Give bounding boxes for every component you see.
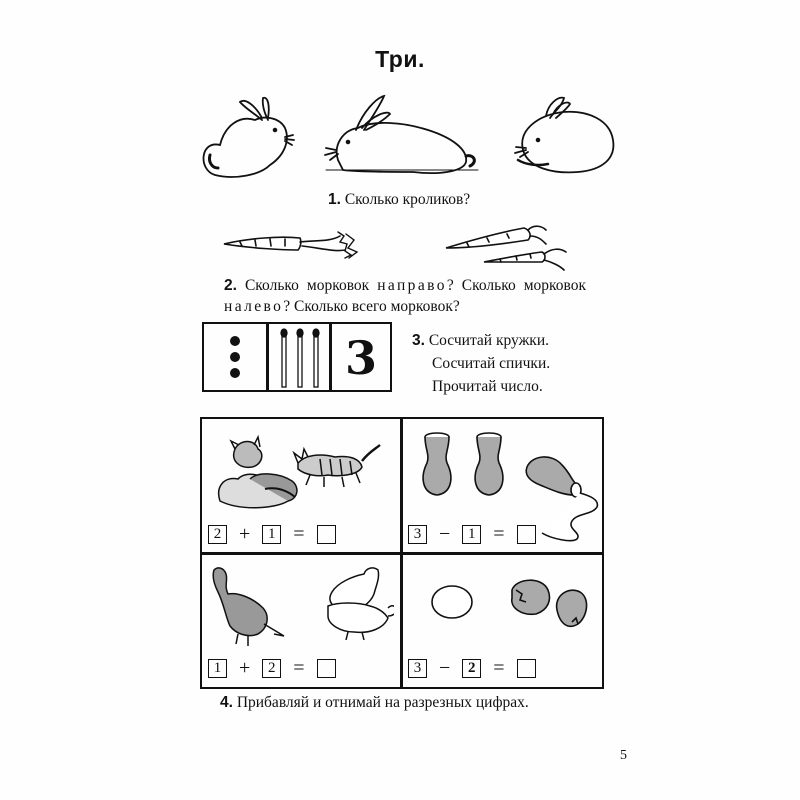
question-1-text: Сколько кроликов? bbox=[344, 191, 471, 208]
card-divider-1 bbox=[266, 324, 269, 390]
equation-3-operator: + bbox=[239, 657, 251, 679]
grid-divider-horizontal bbox=[202, 552, 602, 555]
jug-upright bbox=[423, 433, 451, 495]
question-2-text-a: Сколько морковок bbox=[244, 277, 370, 294]
carrot-left-1 bbox=[446, 226, 546, 248]
egg-cracked bbox=[557, 590, 587, 626]
equation-4-operand-a: 3 bbox=[408, 659, 427, 678]
match-stick bbox=[281, 329, 287, 387]
equation-1-operand-b: 1 bbox=[262, 525, 281, 544]
equation-4-equals: = bbox=[493, 657, 505, 679]
question-2 bbox=[224, 275, 586, 317]
carrot-left-2 bbox=[484, 249, 566, 270]
question-2-text-b: ? Сколько морковок bbox=[446, 277, 586, 294]
carrot-right-pointing bbox=[224, 232, 357, 258]
hen-3 bbox=[328, 603, 394, 640]
rabbits-illustration bbox=[190, 90, 630, 185]
equation-4-operand-b: 2 bbox=[462, 659, 481, 678]
equation-1-equals: = bbox=[293, 523, 305, 545]
question-3-number: 3. bbox=[412, 332, 425, 349]
question-1-number: 1. bbox=[328, 191, 341, 208]
rabbit-2 bbox=[325, 96, 478, 173]
jug-upright bbox=[475, 433, 503, 495]
equation-2-equals: = bbox=[493, 523, 505, 545]
question-3-line-3: Прочитай число. bbox=[432, 378, 543, 395]
equation-3-answer-box bbox=[317, 659, 336, 678]
question-2-word-left: налево bbox=[224, 298, 284, 315]
match-stick bbox=[297, 329, 303, 387]
equation-2-operand-b: 1 bbox=[462, 525, 481, 544]
equation-3-equals: = bbox=[293, 657, 305, 679]
equation-3-operand-b: 2 bbox=[262, 659, 281, 678]
equation-4-answer-box bbox=[517, 659, 536, 678]
equation-4-operator: − bbox=[439, 657, 451, 679]
cats-illustration bbox=[210, 431, 390, 516]
rabbit-3 bbox=[515, 98, 613, 173]
equation-2-operator: − bbox=[439, 523, 451, 545]
question-1 bbox=[328, 189, 470, 210]
card-digit: 3 bbox=[344, 331, 377, 385]
equation-1-operand-a: 2 bbox=[208, 525, 227, 544]
equation-2 bbox=[408, 523, 536, 546]
equation-4 bbox=[408, 657, 536, 680]
equation-1 bbox=[208, 523, 336, 546]
question-3-line-1: Сосчитай кружки. bbox=[428, 332, 549, 349]
eggs-illustration bbox=[412, 564, 602, 649]
egg-whole bbox=[432, 586, 472, 618]
equation-2-operand-a: 3 bbox=[408, 525, 427, 544]
question-2-number: 2. bbox=[224, 277, 237, 294]
question-2-text-c: ? Сколько всего морковок? bbox=[283, 298, 460, 315]
page-title: Три. bbox=[375, 46, 425, 72]
equation-1-answer-box bbox=[317, 525, 336, 544]
count-circle bbox=[230, 368, 240, 378]
count-circle bbox=[230, 352, 240, 362]
question-3-line-2: Сосчитай спички. bbox=[432, 355, 551, 372]
page-number: 5 bbox=[620, 748, 627, 763]
rabbit-1 bbox=[204, 98, 294, 177]
matches bbox=[274, 328, 326, 388]
card-divider-2 bbox=[329, 324, 332, 390]
question-4-number: 4. bbox=[220, 694, 233, 711]
equation-2-answer-box bbox=[517, 525, 536, 544]
jug-spilled bbox=[526, 457, 597, 541]
egg-cracked bbox=[512, 580, 550, 614]
equation-3-operand-a: 1 bbox=[208, 659, 227, 678]
hens-illustration bbox=[208, 564, 394, 649]
question-3 bbox=[412, 330, 550, 397]
equation-1-operator: + bbox=[239, 523, 251, 545]
counting-card bbox=[202, 322, 392, 392]
count-circle bbox=[230, 336, 240, 346]
hen-1 bbox=[213, 568, 284, 646]
question-2-word-right: направо bbox=[377, 277, 447, 294]
question-4-text: Прибавляй и отнимай на разрезных цифрах. bbox=[236, 694, 529, 711]
question-4 bbox=[220, 692, 529, 713]
carrots-illustration bbox=[220, 222, 590, 272]
exercise-grid bbox=[200, 417, 604, 689]
match-stick bbox=[313, 329, 319, 387]
equation-3 bbox=[208, 657, 336, 680]
